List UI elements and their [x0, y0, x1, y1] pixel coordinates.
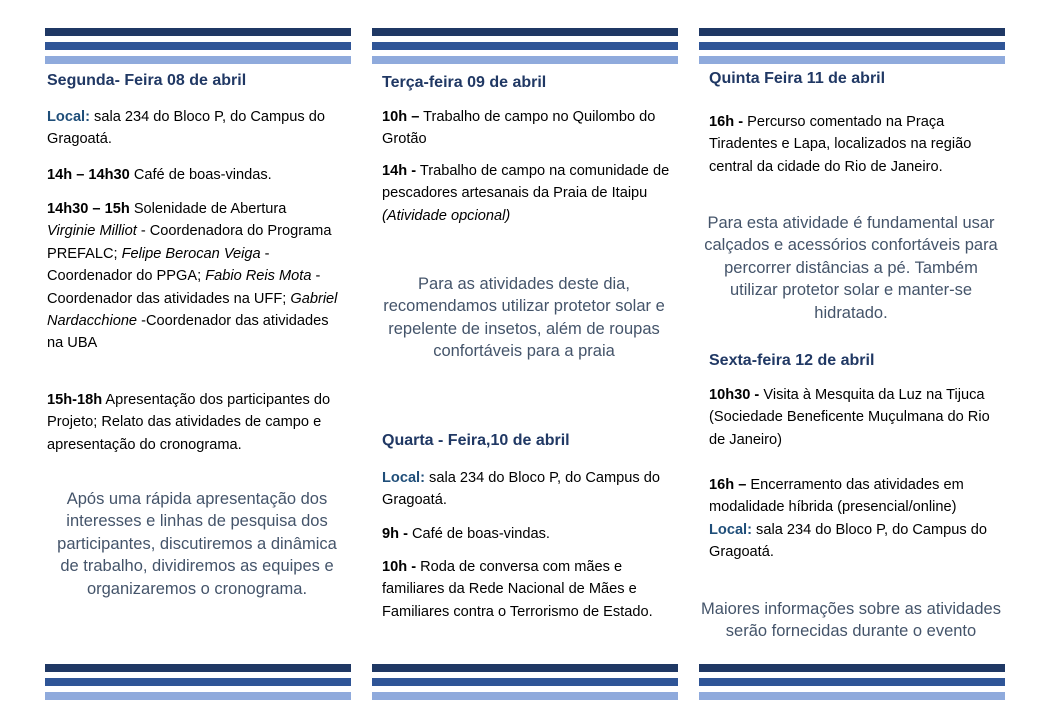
day-heading: Terça-feira 09 de abril — [382, 74, 547, 91]
info-note: Para esta atividade é fundamental usar calçados e acessórios confortáveis para percorrer distâncias a pé. Também utilizar protetor solar e manter-se hidratado. — [704, 214, 998, 322]
bottom-stripes — [699, 664, 1005, 706]
top-stripes — [45, 28, 351, 70]
schedule-item: 14h - Trabalho de campo na comunidade de pescadores artesanais da Praia de Itaipu (Atividade opcional) — [382, 163, 670, 224]
location-line: Local: sala 234 do Bloco P, do Campus do Gragoatá. — [47, 109, 325, 148]
info-note: Após uma rápida apresentação dos interesses e linhas de pesquisa dos participantes, discutiremos a dinâmica de trabalho, dividiremos as equipes e organizaremos o cronograma. — [57, 490, 337, 598]
info-note: Maiores informações sobre as atividades serão fornecidas durante o evento — [701, 600, 1001, 641]
day-heading: Quinta Feira 11 de abril — [709, 70, 886, 87]
column-monday — [45, 0, 351, 720]
top-stripes — [372, 28, 678, 70]
schedule-item: 10h – Trabalho de campo no Quilombo do Grotão — [382, 109, 656, 148]
column-thursday-friday — [699, 0, 1005, 720]
schedule-item: 16h – Encerramento das atividades em modalidade híbrida (presencial/online) Local: sala 234 do Bloco P, do Campus do Gragoatá. — [709, 477, 987, 561]
day-heading: Segunda- Feira 08 de abril — [47, 72, 247, 89]
column-tuesday-wednesday — [372, 0, 678, 720]
day-heading: Sexta-feira 12 de abril — [709, 352, 875, 369]
top-stripes — [699, 28, 1005, 70]
bottom-stripes — [372, 664, 678, 706]
bottom-stripes — [45, 664, 351, 706]
schedule-item: 10h - Roda de conversa com mães e familiares da Rede Nacional de Mães e Familiares contra o Terrorismo de Estado. — [382, 559, 653, 620]
location-line: Local: sala 234 do Bloco P, do Campus do Gragoatá. — [382, 470, 660, 509]
schedule-item: 16h - Percurso comentado na Praça Tiradentes e Lapa, localizados na região central da cidade do Rio de Janeiro. — [709, 114, 972, 175]
schedule-item: 10h30 - Visita à Mesquita da Luz na Tijuca (Sociedade Beneficente Muçulmana do Rio de Janeiro) — [709, 387, 990, 448]
schedule-item: 14h – 14h30 Café de boas-vindas. — [47, 167, 272, 183]
schedule-item: 14h30 – 15h Solenidade de Abertura Virginie Milliot - Coordenadora do Programa PREFALC; Felipe Berocan Veiga - Coordenador do PPGA; Fabio Reis Mota - Coordenador das atividades na UFF; Gabriel Nardacchione -Coordenador das atividades na UBA — [47, 201, 338, 352]
day-heading: Quarta - Feira,10 de abril — [382, 432, 570, 449]
schedule-item: 9h - Café de boas-vindas. — [382, 526, 550, 542]
schedule-item: 15h-18h Apresentação dos participantes do Projeto; Relato das atividades de campo e apresentação do cronograma. — [47, 392, 331, 453]
monday-content — [47, 72, 347, 90]
info-note: Para as atividades deste dia, recomendamos utilizar protetor solar e repelente de insetos, além de roupas confortáveis para a praia — [383, 275, 665, 361]
